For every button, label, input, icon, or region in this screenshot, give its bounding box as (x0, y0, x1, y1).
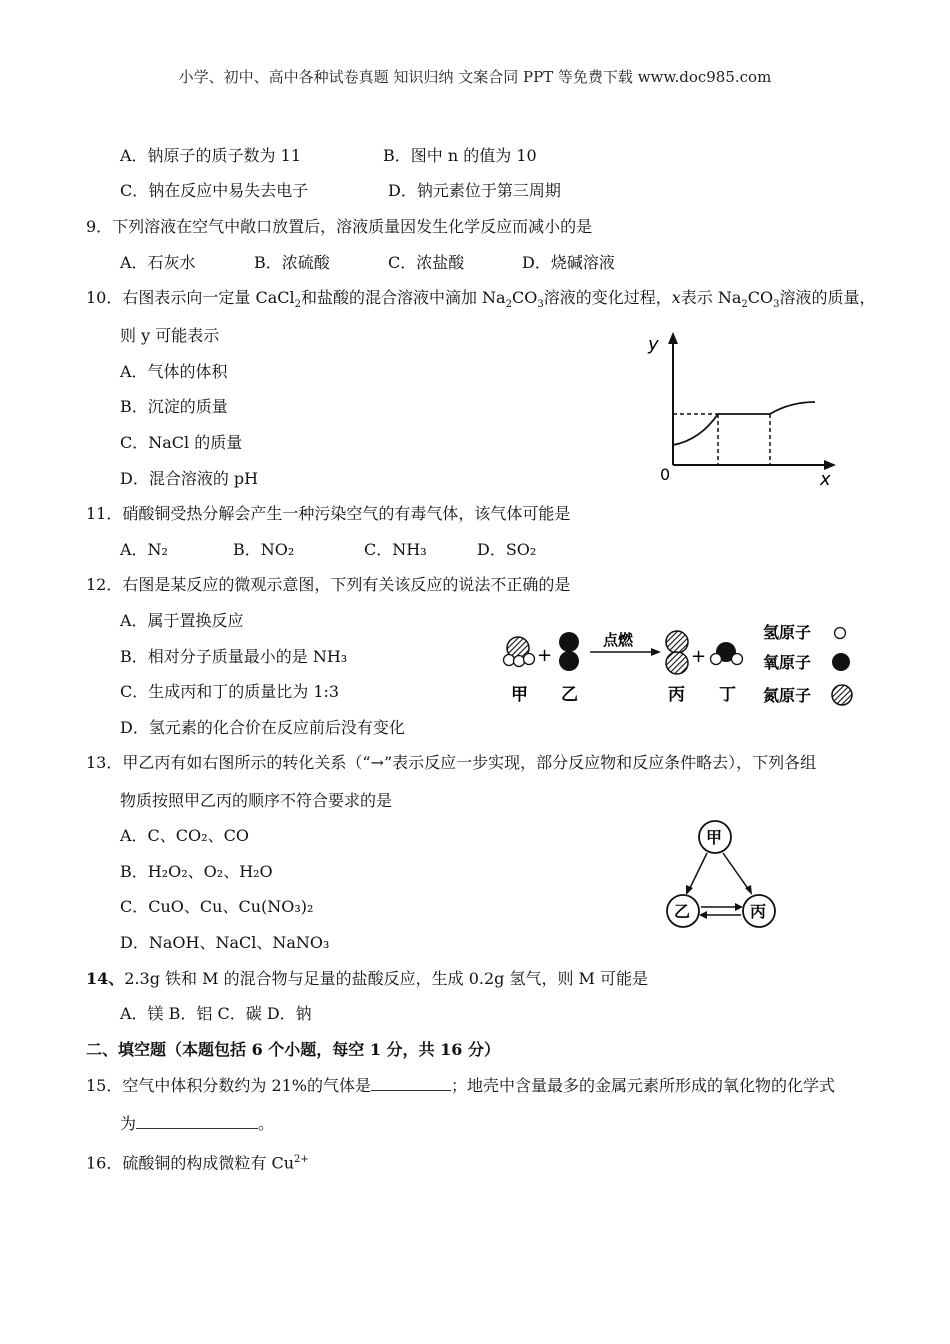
q16-stem: 16．硫酸铜的构成微粒有 $Cu^{2+}$ (86, 1153, 309, 1173)
q9-option-d: D．烧碱溶液 (522, 253, 615, 272)
q15-stem-line2: 为 。 (120, 1114, 275, 1133)
page-header: 小学、初中、高中各种试卷真题 知识归纳 文案合同 PPT 等免费下载 www.doc985.com (178, 68, 772, 86)
q11-stem: 11．硝酸铜受热分解会产生一种污染空气的有毒气体，该气体可能是 (86, 504, 571, 523)
q10-option-b: B．沉淀的质量 (120, 397, 228, 416)
molecule-jia (504, 637, 535, 667)
q10-stem: 10．右图表示向一定量 CaCl$_2$和盐酸的混合溶液中滴加 $Na_2CO_3$溶液的变化过程，x表示 $Na_2CO_3$溶液的质量， (86, 288, 876, 311)
q13-option-c: C．CuO、Cu、Cu(NO₃)₂ (120, 897, 314, 916)
legend-hydrogen: 氢原子 (763, 623, 812, 642)
q12-option-d: D．氢元素的化合价在反应前后没有变化 (120, 718, 405, 737)
svg-text:+: + (691, 646, 707, 667)
svg-text:+: + (537, 645, 553, 666)
q13-option-a: A．C、CO₂、CO (120, 826, 249, 845)
graph-y-label: y (648, 334, 659, 355)
q14-stem: 14、2.3g 铁和 M 的混合物与足量的盐酸反应，生成 0.2g 氢气，则 M 可能是 (86, 969, 649, 988)
answer-blank-2[interactable] (136, 1113, 258, 1129)
q11-option-a: A．N₂ (120, 540, 168, 559)
q13-conversion-diagram (645, 815, 790, 935)
q13-stem-line2: 物质按照甲乙丙的顺序不符合要求的是 (120, 791, 393, 810)
label-ding: 丁 (719, 685, 736, 705)
answer-blank-1[interactable] (371, 1075, 451, 1091)
q9-option-b: B．浓硫酸 (254, 253, 330, 272)
label-jia: 甲 (511, 685, 528, 705)
q9-option-c: C．浓盐酸 (388, 253, 465, 272)
legend-oxygen: 氧原子 (763, 653, 812, 672)
q10-graph (640, 330, 840, 490)
q10-option-c: C．NaCl 的质量 (120, 433, 243, 452)
reaction-condition: 点燃 (603, 631, 634, 649)
node-yi: 乙 (674, 902, 691, 921)
section-title: 二、填空题（本题包括 6 个小题，每空 1 分，共 16 分） (86, 1040, 500, 1059)
q13-option-d: D．NaOH、NaCl、NaNO₃ (120, 933, 330, 952)
q8-option-b: B．图中 n 的值为 10 (383, 146, 537, 165)
q12-reaction-diagram (495, 615, 865, 715)
label-bing: 丙 (668, 685, 685, 705)
label-yi: 乙 (561, 685, 578, 705)
graph-origin-label: 0 (660, 465, 671, 484)
q11-option-d: D．SO₂ (477, 540, 537, 559)
q13-option-b: B．H₂O₂、O₂、H₂O (120, 862, 273, 881)
q11-option-c: C．NH₃ (364, 540, 427, 559)
q10-stem-line2: 则 y 可能表示 (120, 326, 220, 345)
q8-option-a: A．钠原子的质子数为 11 (120, 146, 302, 165)
q12-option-a: A．属于置换反应 (120, 611, 244, 630)
q8-option-d: D．钠元素位于第三周期 (388, 181, 561, 200)
q14-options: A．镁 B．铝 C．碳 D．钠 (120, 1004, 312, 1023)
graph-x-label: x (820, 469, 831, 490)
q12-option-c: C．生成丙和丁的质量比为 1:3 (120, 682, 340, 701)
q9-stem: 9．下列溶液在空气中敞口放置后，溶液质量因发生化学反应而减小的是 (86, 217, 593, 236)
q11-option-b: B．NO₂ (233, 540, 295, 559)
q10-option-d: D．混合溶液的 pH (120, 469, 259, 488)
q13-stem: 13．甲乙丙有如右图所示的转化关系（“→”表示反应一步实现，部分反应物和反应条件略去），下列各组 (86, 753, 817, 772)
q12-option-b: B．相对分子质量最小的是 NH₃ (120, 647, 348, 666)
q15-stem: 15．空气中体积分数约为 21%的气体是 ；地壳中含量最多的金属元素所形成的氧化物的化学式 (86, 1076, 836, 1095)
q8-option-c: C．钠在反应中易失去电子 (120, 181, 309, 200)
node-bing: 丙 (750, 902, 767, 921)
node-jia: 甲 (706, 828, 723, 847)
q10-option-a: A．气体的体积 (120, 362, 228, 381)
q12-stem: 12．右图是某反应的微观示意图，下列有关该反应的说法不正确的是 (86, 575, 571, 594)
q9-option-a: A．石灰水 (120, 253, 196, 272)
legend-nitrogen: 氮原子 (763, 686, 812, 705)
